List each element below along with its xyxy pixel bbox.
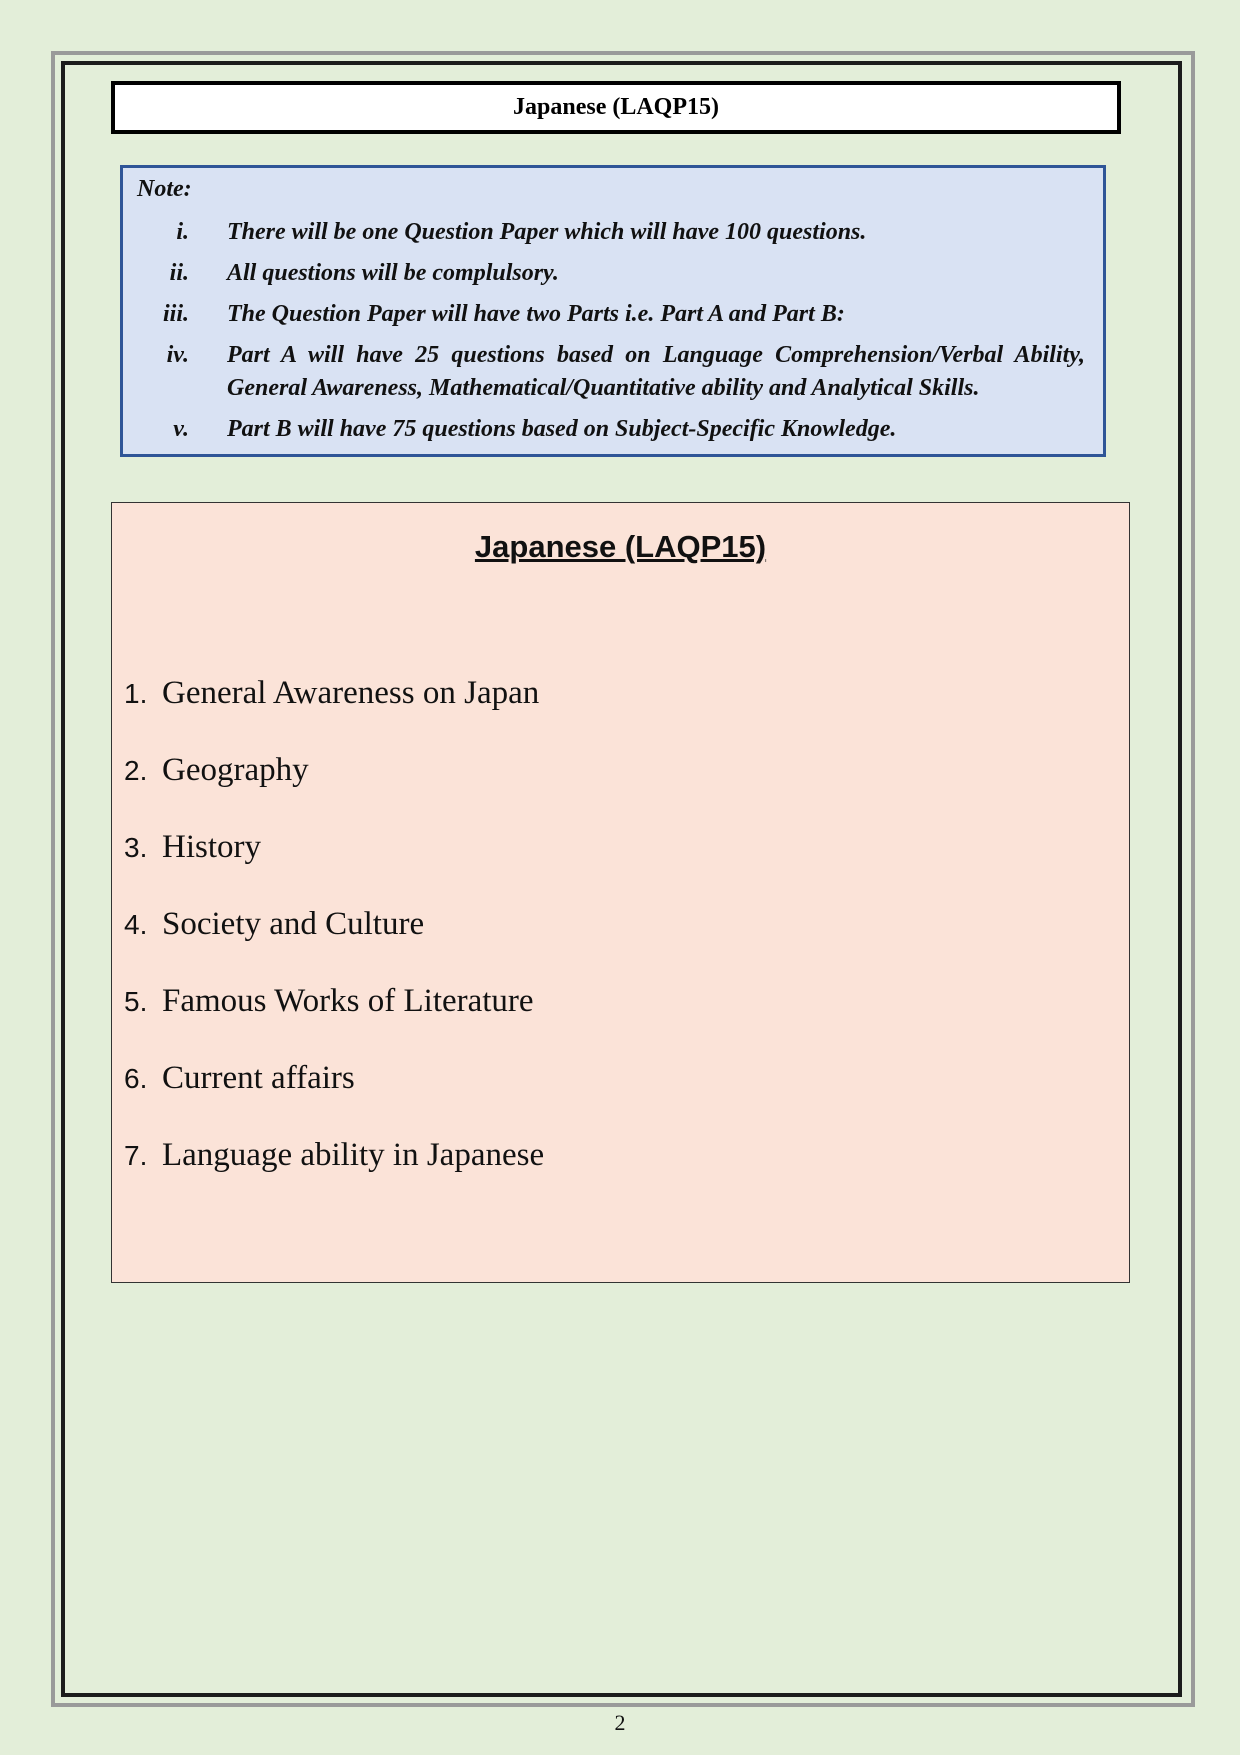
topic-text: History: [162, 829, 261, 865]
topic-item: [124, 1137, 544, 1214]
note-item: [137, 298, 1085, 331]
note-label: Note:: [137, 176, 192, 202]
page-border-outer: [51, 51, 1195, 1707]
page-border-inner: [61, 61, 1182, 1697]
topic-number: 7.: [124, 1140, 148, 1171]
topic-item: [124, 906, 544, 983]
topic-item: [124, 1060, 544, 1137]
topic-number: 3.: [124, 832, 148, 863]
note-item-text: The Question Paper will have two Parts i.e. Part A and Part B:: [227, 301, 845, 327]
topic-number: 2.: [124, 755, 148, 786]
topic-item: [124, 752, 544, 829]
note-item: [137, 339, 1085, 405]
topic-item: [124, 675, 544, 752]
note-item: [137, 257, 1085, 290]
page-number: 2: [614, 1710, 626, 1735]
note-item-text: There will be one Question Paper which will have 100 questions.: [227, 219, 867, 245]
topic-list: [124, 675, 544, 1214]
topic-item: [124, 983, 544, 1060]
note-item-text: Part B will have 75 questions based on Subject-Specific Knowledge.: [227, 416, 897, 442]
topic-number: 5.: [124, 986, 148, 1017]
syllabus-title: Japanese (LAQP15): [474, 529, 767, 564]
topic-text: Famous Works of Literature: [162, 983, 534, 1019]
note-item: [137, 216, 1085, 249]
note-item-number: i.: [176, 219, 189, 245]
topic-text: Current affairs: [162, 1060, 355, 1096]
syllabus-box: [111, 502, 1130, 1283]
topic-item: [124, 829, 544, 906]
note-item-number: ii.: [169, 260, 189, 286]
topic-text: General Awareness on Japan: [162, 675, 540, 711]
note-item-number: iii.: [162, 301, 189, 327]
page-title: Japanese (LAQP15): [111, 81, 1121, 134]
note-item-number: v.: [173, 416, 189, 442]
note-list: [137, 216, 1085, 454]
topic-text: Geography: [162, 752, 309, 788]
note-item-text: Part A will have 25 questions based on Language Comprehension/Verbal Ability, General Awareness, Mathematical/Quantitative ability and Analytical Skills.: [227, 342, 1085, 401]
note-box: [120, 165, 1106, 457]
topic-text: Language ability in Japanese: [162, 1137, 545, 1173]
topic-number: 1.: [124, 678, 148, 709]
topic-number: 4.: [124, 909, 148, 940]
topic-text: Society and Culture: [162, 906, 425, 942]
topic-number: 6.: [124, 1063, 148, 1094]
note-item: [137, 413, 1085, 446]
note-item-number: iv.: [166, 342, 189, 368]
note-item-text: All questions will be complulsory.: [227, 260, 559, 286]
